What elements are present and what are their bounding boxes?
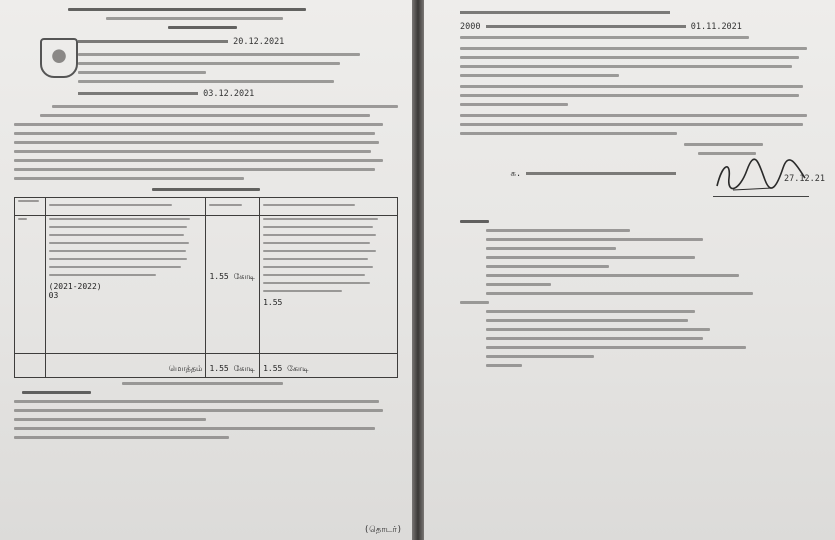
row-total-note: 1.55 [263, 298, 283, 307]
conditions-heading [22, 391, 91, 394]
book-gutter [412, 0, 424, 540]
para-3-number: 2000 [460, 22, 481, 32]
paragraph-4 [460, 47, 821, 77]
continued-mark: (தொடர்) [364, 525, 403, 535]
document-page-right [424, 0, 835, 540]
total-label: மொத்தம் [168, 364, 203, 373]
signed-date: 27.12.21 [784, 174, 825, 184]
header-line-3 [168, 26, 237, 29]
recipients-heading [460, 220, 489, 223]
sender-prefix: க. [510, 169, 522, 179]
header-line-1 [68, 8, 306, 11]
table-total-row [15, 354, 398, 378]
reference-date: 20.12.2021 [233, 37, 285, 47]
government-emblem-icon [40, 38, 78, 78]
subject-line-3 [78, 71, 206, 74]
commissioner-title [698, 152, 756, 155]
paragraph-6 [460, 114, 821, 135]
recipients-list [460, 229, 821, 367]
table-footnote [122, 382, 283, 385]
table-heading [152, 188, 260, 191]
works-table [14, 197, 398, 378]
row-year-note-2: 03 [48, 291, 59, 300]
subject-line-1 [78, 53, 360, 56]
subject-line-2 [78, 62, 340, 65]
paragraph-5 [460, 85, 821, 106]
document-page-left [0, 0, 412, 540]
para-3-date: 01.11.2021 [690, 22, 742, 32]
header-line-2 [106, 17, 283, 20]
table-row [15, 216, 398, 354]
order-by-line [684, 143, 763, 146]
separator-rule [52, 105, 398, 108]
go-date: 03.12.2021 [203, 89, 255, 99]
conditions-list [14, 400, 398, 439]
paragraph-3 [460, 8, 821, 39]
body-paragraph [14, 114, 398, 180]
table-header-row [15, 198, 398, 216]
row-value: 1.55 கோடி [209, 272, 255, 281]
total-value-2: 1.55 கோடி [263, 364, 309, 373]
go-line-1 [78, 80, 334, 83]
reference-line [78, 37, 398, 47]
total-value: 1.55 கோடி [209, 364, 255, 373]
row-year-note: (2021-2022) [48, 282, 102, 291]
go-line-2 [78, 89, 398, 99]
